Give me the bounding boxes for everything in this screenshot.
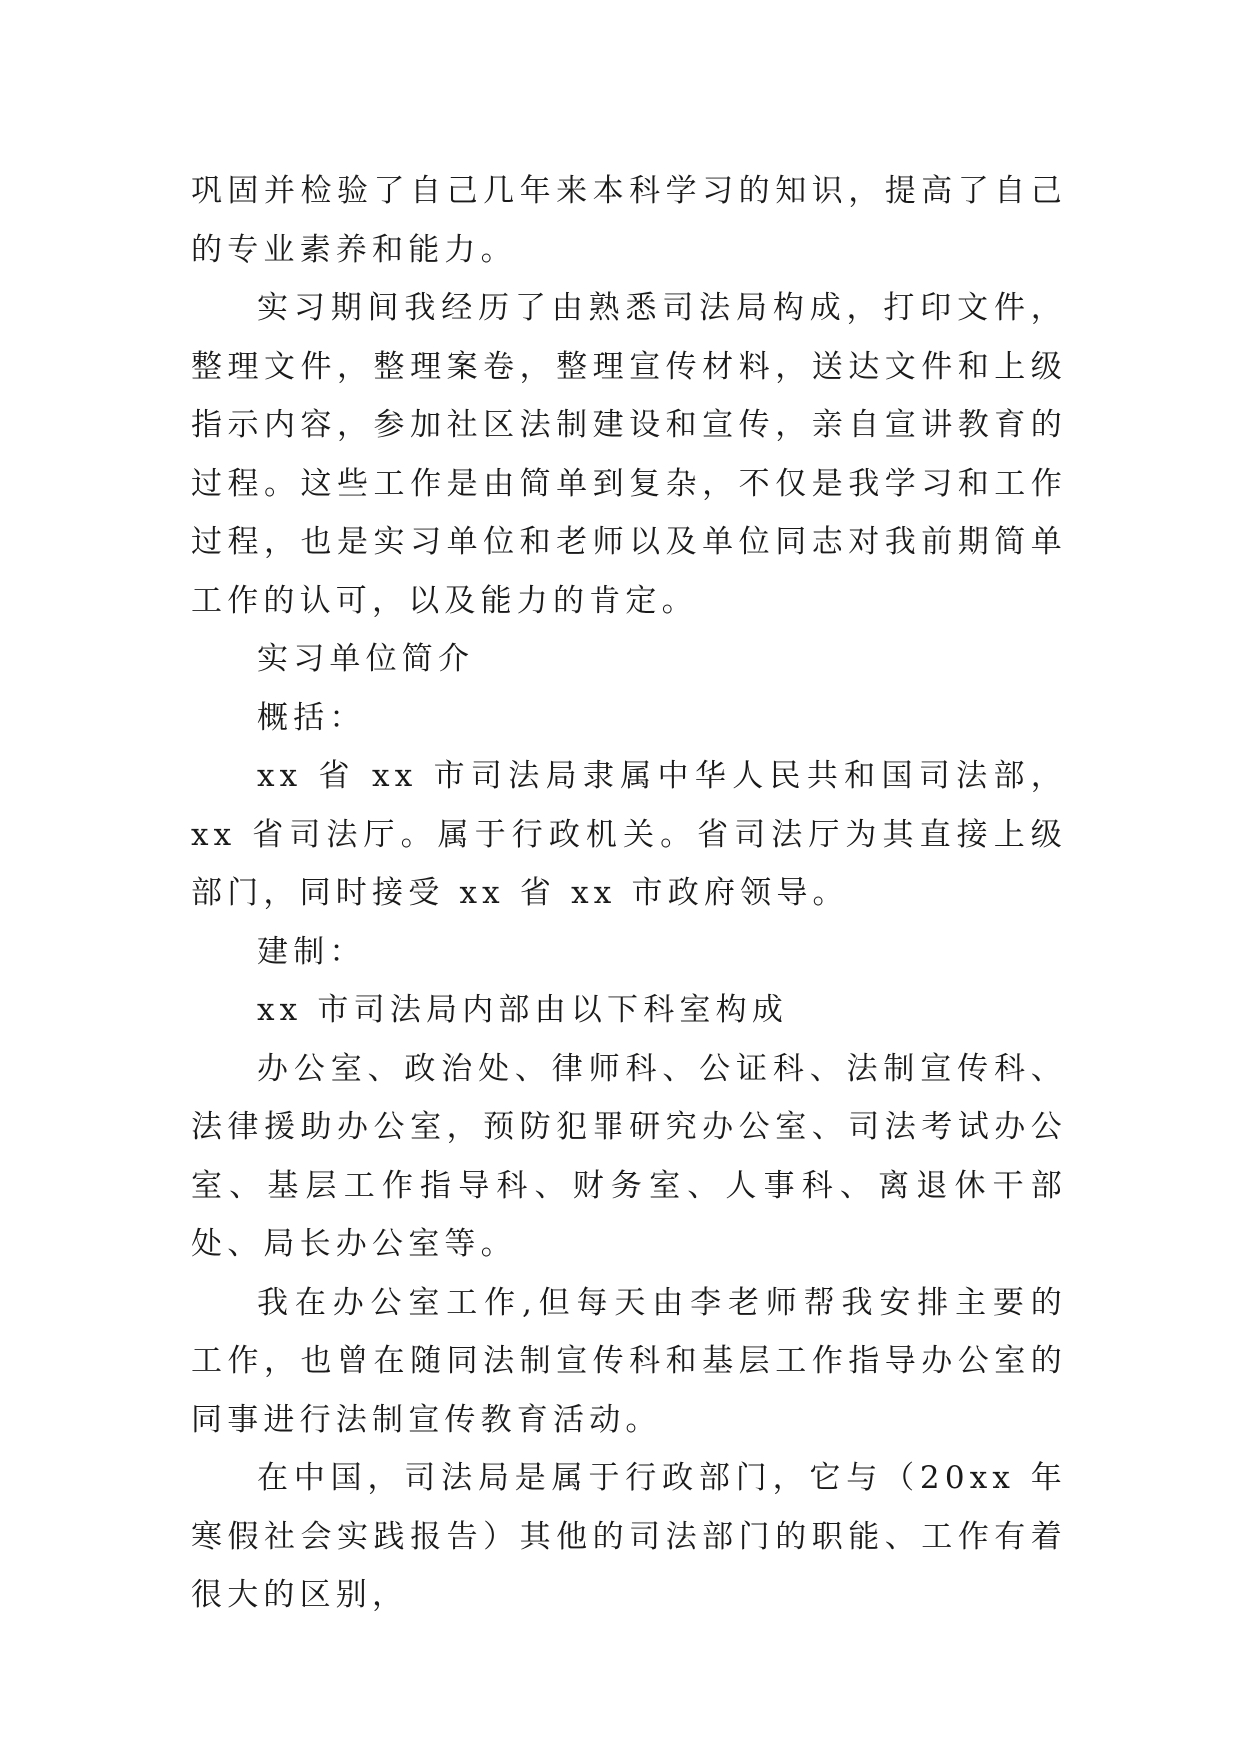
paragraph-my-work: 我在办公室工作,但每天由李老师帮我安排主要的工作，也曾在随同法制宣传科和基层工作指导办公室的同事进行法制宣传教育活动。 — [191, 1284, 1067, 1438]
paragraph-structure-intro: xx 市司法局内部由以下科室构成 — [257, 992, 789, 1028]
subheading-structure: 建制： — [257, 933, 366, 970]
paragraph-1: 巩固并检验了自己几年来本科学习的知识，提高了自己的专业素养和能力。 — [191, 173, 1067, 268]
paragraph-china-bureau: 在中国，司法局是属于行政部门，它与（20xx 年寒假社会实践报告）其他的司法部门的职能、工作有着很大的区别， — [191, 1460, 1067, 1613]
document-body — [191, 162, 1067, 1625]
paragraph-departments: 办公室、政治处、律师科、公证科、法制宣传科、法律援助办公室，预防犯罪研究办公室、司法考试办公室、基层工作指导科、财务室、人事科、离退休干部处、局长办公室等。 — [191, 1050, 1067, 1262]
paragraph-2: 实习期间我经历了由熟悉司法局构成，打印文件，整理文件，整理案卷，整理宣传材料，送达文件和上级指示内容，参加社区法制建设和宣传，亲自宣讲教育的过程。这些工作是由简单到复杂，不仅是我学习和工作过程，也是实习单位和老师以及单位同志对我前期简单工作的认可，以及能力的肯定。 — [191, 290, 1067, 619]
subheading-summary: 概括： — [257, 699, 366, 736]
section-heading-unit-intro: 实习单位简介 — [257, 641, 475, 677]
paragraph-summary: xx 省 xx 市司法局隶属中华人民共和国司法部，xx 省司法厅。属于行政机关。省司法厅为其直接上级部门，同时接受 xx 省 xx 市政府领导。 — [191, 758, 1067, 911]
